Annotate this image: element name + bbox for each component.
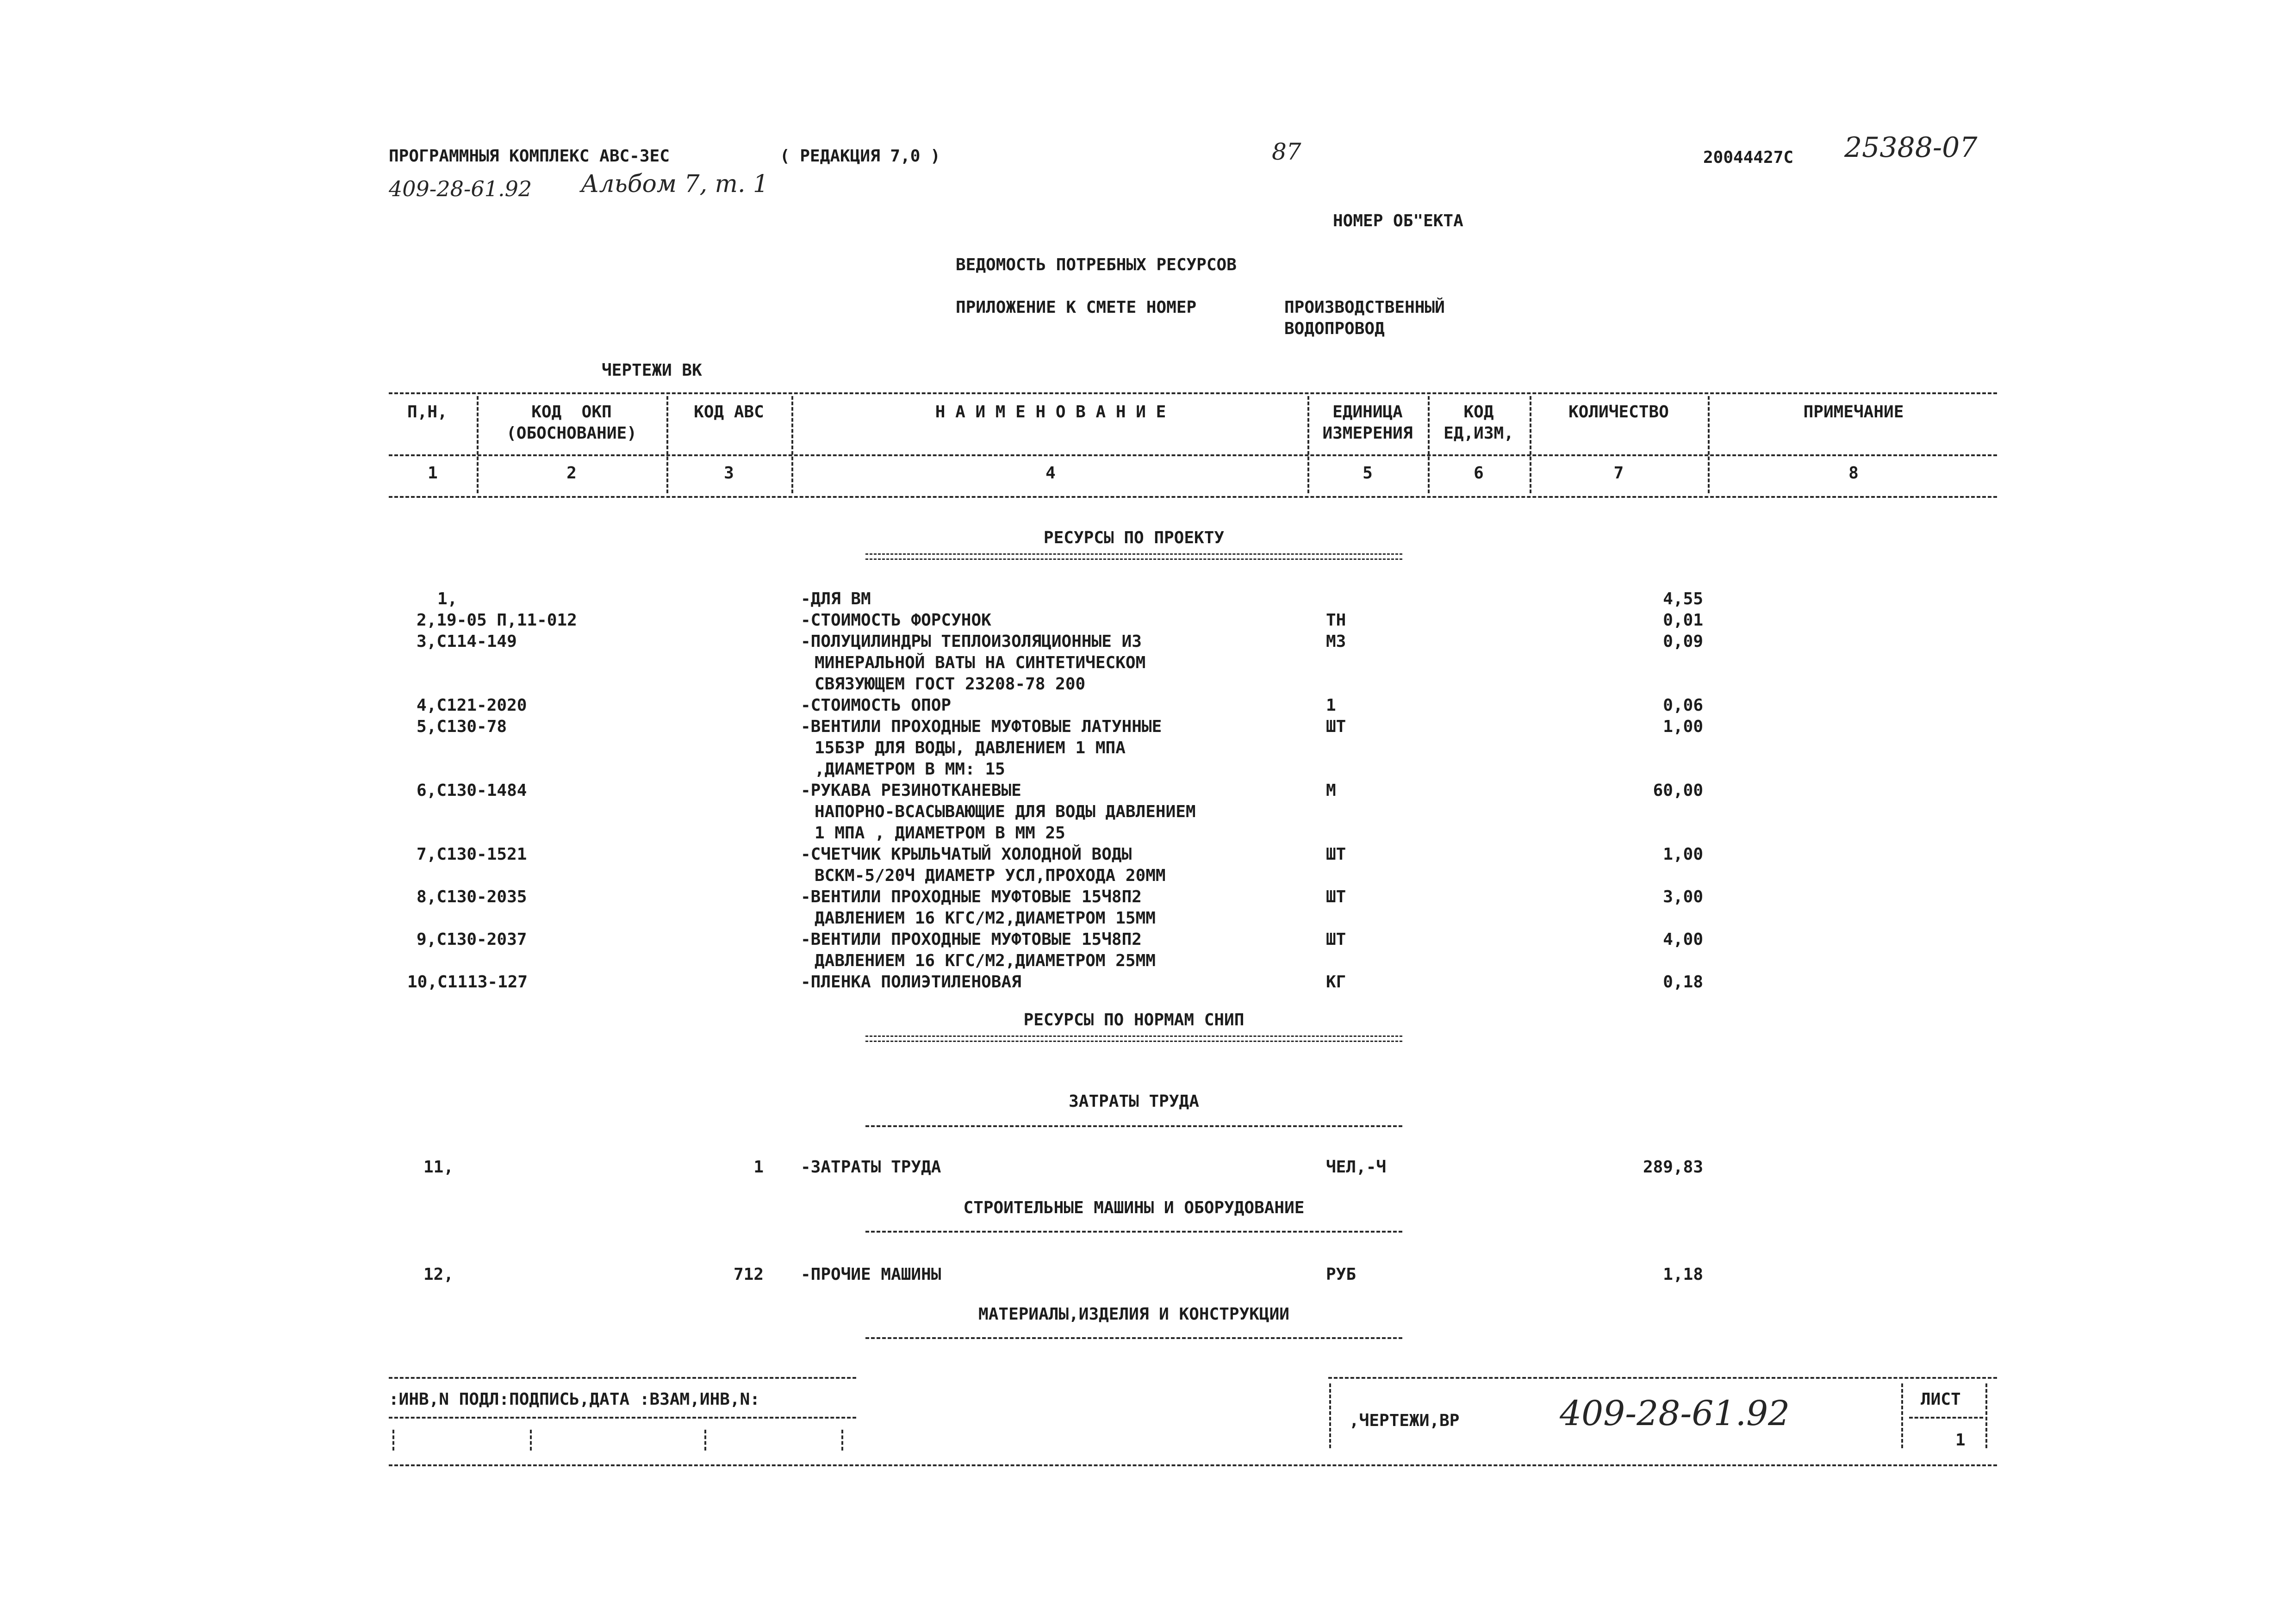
printed-code: 20044427С [1703,148,1794,167]
row-name-cont: ,ДИАМЕТРОМ В ММ: 15 [815,760,1005,779]
row-name-cont: МИНЕРАЛЬНОЙ ВАТЫ НА СИНТЕТИЧЕСКОМ [815,653,1146,672]
col-sep [1708,396,1710,493]
project-code: 409-28-61.92 [389,176,532,201]
col-number: 5 [1363,464,1373,483]
appendix-name-1: ПРОИЗВОДСТВЕННЫЙ [1284,298,1445,317]
row-name: -СЧЕТЧИК КРЫЛЬЧАТЫЙ ХОЛОДНОЙ ВОДЫ [801,845,1132,864]
section-underline [865,1125,1402,1127]
row-code: 4,С121-2020 [417,696,527,715]
row-qty: 1,18 [1663,1265,1703,1284]
row-name: -ДЛЯ ВМ [801,589,871,608]
col-sep [791,396,793,493]
stamp-sep [392,1430,394,1451]
col-header-okp-1: КОД ОКП [531,403,612,422]
row-unit: ТН [1326,611,1346,630]
row-name-cont: СВЯЗУЮЩЕМ ГОСТ 23208-78 200 [815,675,1086,694]
object-number-label: НОМЕР ОБ"ЕКТА [1333,211,1463,230]
col-sep [1428,396,1430,493]
col-header-okp-2: (ОБОСНОВАНИЕ) [506,424,637,443]
stamp-labels: :ИНВ,N ПОДЛ:ПОДПИСЬ,ДАТА :ВЗАМ,ИНВ,N: [389,1390,760,1409]
row-code: 11, [423,1158,454,1177]
row-code: 7,С130-1521 [417,845,527,864]
stamp-rule [389,1377,856,1379]
drawing-code: 409-28-61.92 [1560,1394,1790,1433]
sheet-number: 1 [1955,1431,1966,1450]
title-block-rule [1328,1377,1997,1379]
page-number: 87 [1272,138,1301,165]
col-number: 3 [724,464,734,483]
row-name-cont: ВСКМ-5/20Ч ДИАМЕТР УСЛ,ПРОХОДА 20ММ [815,866,1166,885]
sheet-rule [1909,1417,1983,1419]
col-header-quantity: КОЛИЧЕСТВО [1568,403,1669,422]
row-qty: 1,00 [1663,717,1703,736]
row-name: -ПРОЧИЕ МАШИНЫ [801,1265,941,1284]
col-number: 6 [1474,464,1484,483]
row-code: 9,С130-2037 [417,930,527,949]
stamp-sep [704,1430,706,1451]
col-header-note: ПРИМЕЧАНИЕ [1803,403,1904,422]
stamp-rule [389,1417,856,1419]
row-unit: КГ [1326,973,1346,992]
col-header-abc: КОД АВС [694,403,764,422]
row-code: 5,С130-78 [417,717,507,736]
drawings-label: ЧЕРТЕЖИ ВК [602,361,702,380]
col-header-num: П,Н, [407,403,448,422]
row-code: 10,С1113-127 [407,973,528,992]
album-label: Альбом 7, т. 1 [581,170,769,198]
row-name: -ВЕНТИЛИ ПРОХОДНЫЕ МУФТОВЫЕ 15Ч8П2 [801,930,1142,949]
row-name-cont: 1 МПА , ДИАМЕТРОМ В ММ 25 [815,824,1065,843]
col-header-name: Н А И М Е Н О В А Н И Е [935,403,1166,422]
col-number: 1 [428,464,438,483]
section-underline [865,553,1402,560]
row-name: -ВЕНТИЛИ ПРОХОДНЫЕ МУФТОВЫЕ ЛАТУННЫЕ [801,717,1162,736]
row-name: -СТОИМОСТЬ ФОРСУНОК [801,611,991,630]
row-name-cont: 15Б3Р ДЛЯ ВОДЫ, ДАВЛЕНИЕМ 1 МПА [815,738,1126,757]
section-underline [865,1231,1402,1233]
row-unit: 1 [1326,696,1336,715]
row-unit: ЧЕЛ,-Ч [1326,1158,1387,1177]
col-number: 8 [1848,464,1859,483]
row-code: 3,С114-149 [417,632,517,651]
col-header-unit-2: ИЗМЕРЕНИЯ [1322,424,1413,443]
row-qty: 1,00 [1663,845,1703,864]
row-qty: 0,06 [1663,696,1703,715]
row-name: -СТОИМОСТЬ ОПОР [801,696,952,715]
row-code: 1, [437,589,458,608]
title-block-sep [1901,1383,1903,1448]
col-sep [666,396,668,493]
row-qty: 0,09 [1663,632,1703,651]
row-name: -РУКАВА РЕЗИНОТКАНЕВЫЕ [801,781,1021,800]
row-name-cont: НАПОРНО-ВСАСЫВАЮЩИЕ ДЛЯ ВОДЫ ДАВЛЕНИЕМ [815,802,1196,821]
document-title: ВЕДОМОСТЬ ПОТРЕБНЫХ РЕСУРСОВ [956,255,1237,274]
col-number: 2 [566,464,577,483]
appendix-name-2: ВОДОПРОВОД [1284,319,1385,338]
title-block-sep [1329,1383,1331,1448]
col-header-unit-code-1: КОД [1463,403,1494,422]
sheet-label: ЛИСТ [1921,1390,1961,1409]
table-rule-mid [389,454,1997,456]
row-name-cont: ДАВЛЕНИЕМ 16 КГС/М2,ДИАМЕТРОМ 15ММ [815,909,1156,928]
col-sep [1307,396,1309,493]
row-qty: 4,00 [1663,930,1703,949]
section-title-labor: ЗАТРАТЫ ТРУДА [1069,1092,1199,1111]
row-name: -ПЛЕНКА ПОЛИЭТИЛЕНОВАЯ [801,973,1021,992]
section-title-snip: РЕСУРСЫ ПО НОРМАМ СНИП [1023,1011,1244,1029]
col-sep [477,396,479,493]
row-qty: 60,00 [1653,781,1703,800]
row-name: -ЗАТРАТЫ ТРУДА [801,1158,941,1177]
section-underline [865,1337,1402,1339]
col-header-unit-code-2: ЕД,ИЗМ, [1444,424,1514,443]
row-unit: ШТ [1326,717,1346,736]
row-qty: 289,83 [1643,1158,1703,1177]
title-block-sep [1985,1383,1987,1448]
row-unit: ШТ [1326,930,1346,949]
row-code: 6,С130-1484 [417,781,527,800]
col-sep [1530,396,1531,493]
table-rule-top [389,392,1997,394]
row-unit: М3 [1326,632,1346,651]
row-abc: 1 [753,1158,764,1177]
row-name-cont: ДАВЛЕНИЕМ 16 КГС/М2,ДИАМЕТРОМ 25ММ [815,951,1156,970]
section-underline [865,1035,1402,1042]
page-bottom-rule [389,1464,1997,1466]
row-unit: ШТ [1326,887,1346,906]
row-code: 8,С130-2035 [417,887,527,906]
row-code: 2,19-05 П,11-012 [417,611,577,630]
col-number: 7 [1613,464,1624,483]
appendix-label: ПРИЛОЖЕНИЕ К СМЕТЕ НОМЕР [956,298,1197,317]
col-number: 4 [1045,464,1056,483]
stamp-sep [841,1430,843,1451]
program-name: ПРОГРАММНЫЯ КОМПЛЕКС АВС-ЗЕС [389,147,670,166]
row-name: -ПОЛУЦИЛИНДРЫ ТЕПЛОИЗОЛЯЦИОННЫЕ ИЗ [801,632,1142,651]
row-qty: 0,01 [1663,611,1703,630]
section-title-machines: СТРОИТЕЛЬНЫЕ МАШИНЫ И ОБОРУДОВАНИЕ [963,1198,1305,1217]
row-code: 12, [423,1265,454,1284]
row-abc: 712 [733,1265,764,1284]
section-title-project: РЕСУРСЫ ПО ПРОЕКТУ [1043,528,1225,547]
row-qty: 0,18 [1663,973,1703,992]
col-header-unit-1: ЕДИНИЦА [1332,403,1403,422]
table-rule-bottom [389,496,1997,498]
row-unit: ШТ [1326,845,1346,864]
row-name: -ВЕНТИЛИ ПРОХОДНЫЕ МУФТОВЫЕ 15Ч8П2 [801,887,1142,906]
program-edition: ( РЕДАКЦИЯ 7,0 ) [780,147,940,166]
row-qty: 3,00 [1663,887,1703,906]
drawings-code-label: ,ЧЕРТЕЖИ,ВР [1349,1411,1460,1430]
row-qty: 4,55 [1663,589,1703,608]
section-title-materials: МАТЕРИАЛЫ,ИЗДЕЛИЯ И КОНСТРУКЦИИ [978,1305,1289,1324]
row-unit: М [1326,781,1336,800]
handwritten-code: 25388-07 [1844,131,1978,164]
stamp-sep [530,1430,532,1451]
row-unit: РУБ [1326,1265,1356,1284]
